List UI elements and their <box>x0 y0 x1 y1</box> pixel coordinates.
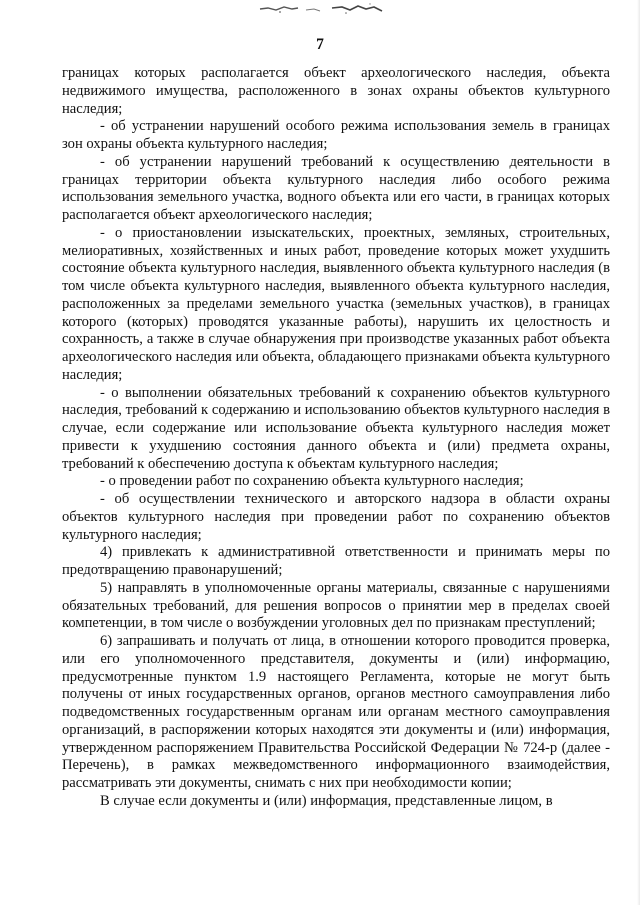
paragraph: 4) привлекать к административной ответственности и принимать меры по предотвращению правонарушений; <box>62 544 610 578</box>
paragraph: В случае если документы и (или) информация, представленные лицом, в <box>100 792 553 809</box>
paragraph: 6) запрашивать и получать от лица, в отношении которого проводится проверка, или его уполномоченного представителя, документы и (или) информацию, предусмотренные пунктом 1.9 настоящего Регламента, которые не могут быть получены от иных государственных органов, органов местного самоуправления либо подведомственных государственным органам или органам местного самоуправления организаций, в распоряжении которых находятся эти документы и (или) информация, утвержденном распоряжением Правительства Российской Федерации № 724-р (далее - Перечень), в рамках межведомственного информационного взаимодействия, рассматривать эти документы, снимать с них при необходимости копии; <box>62 633 610 791</box>
paragraph: - об осуществлении технического и авторского надзора в области охраны объектов культурного наследия при проведении работ по сохранению объектов культурного наследия; <box>62 491 610 543</box>
page-number: 7 <box>316 36 324 53</box>
paragraph: - о проведении работ по сохранению объекта культурного наследия; <box>100 473 524 490</box>
paragraph: - о приостановлении изыскательских, проектных, земляных, строительных, мелиоративных, хозяйственных и иных работ, проведение которых может ухудшить состояние объекта культурного наследия, выявленного объекта культурного наследия (в том числе объекта культурного наследия, выявленного объекта культурного наследия, расположенных за пределами земельного участка (земельных участков), в границах которого (которых) проводятся указанные работы), нарушить их целостность и сохранность, а также в случае обнаружения при производстве указанных работ объекта археологического наследия или объекта, обладающего признаками объекта культурного наследия; <box>62 224 610 383</box>
paragraph: границах которых располагается объект археологического наследия, объекта недвижимого имущества, расположенного в зонах охраны объектов культурного наследия; <box>62 65 610 117</box>
scan-artifact <box>258 2 388 16</box>
paragraph: 5) направлять в уполномоченные органы материалы, связанные с нарушениями обязательных требований, для решения вопросов о принятии мер в пределах своей компетенции, в том числе о возбуждении уголовных дел по признакам преступлений; <box>62 579 610 632</box>
paragraph: - об устранении нарушений особого режима использования земель в границах зон охраны объекта культурного наследия; <box>62 118 610 152</box>
paragraph: - о выполнении обязательных требований к сохранению объектов культурного наследия, требований к содержанию и использованию объектов культурного наследия в случае, если содержание или использование объекта культурного наследия может привести к ухудшению состояния данного объекта и (или) предмета охраны, требований к обеспечению доступа к объектам культурного наследия; <box>62 384 610 472</box>
paragraph: - об устранении нарушений требований к осуществлению деятельности в границах территории объекта культурного наследия либо особого режима использования земельного участка, водного объекта или его части, в границах которых располагается объект археологического наследия; <box>62 153 610 223</box>
body-text <box>62 65 610 811</box>
